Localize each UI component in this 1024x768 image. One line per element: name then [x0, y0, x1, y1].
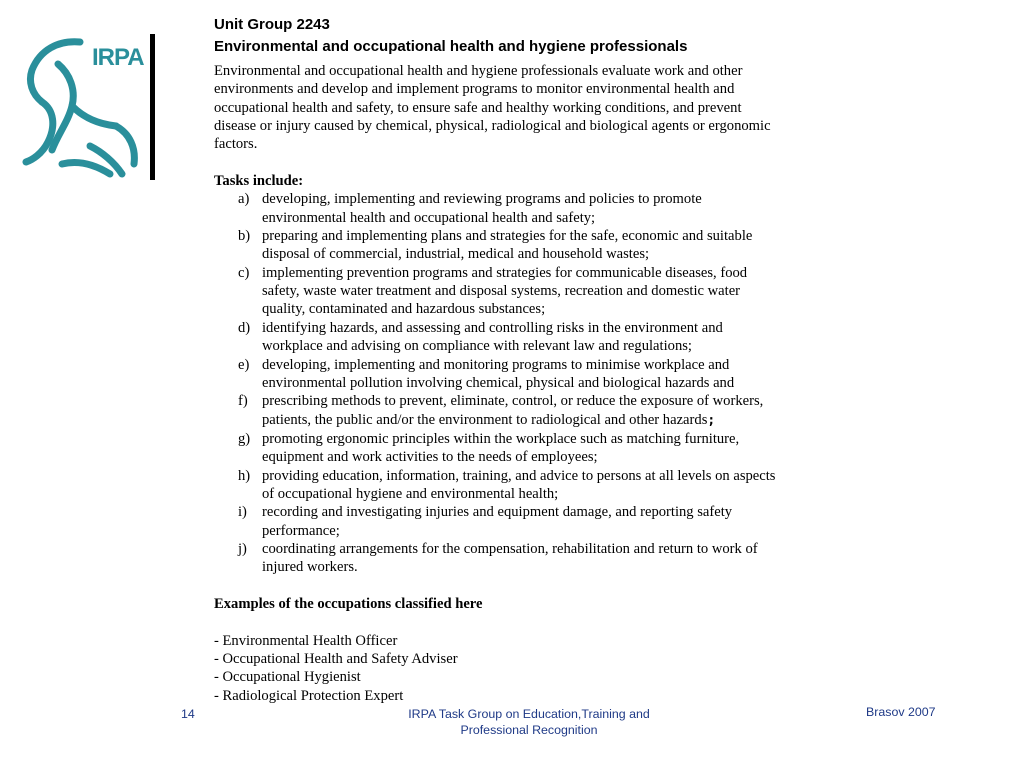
- task-suffix: ;: [707, 412, 716, 428]
- logo-divider: [150, 34, 155, 180]
- task-text: identifying hazards, and assessing and controlling risks in the environment and workplace and advising on compliance with relevant law and regulations;: [262, 319, 723, 355]
- task-item: [214, 264, 784, 319]
- task-item: [214, 190, 784, 227]
- task-item: [214, 540, 784, 577]
- examples-heading: Examples of the occupations classified here: [214, 595, 483, 612]
- task-text: promoting ergonomic principles within the workplace such as matching furniture, equipment and work activities to the needs of employees;: [262, 430, 740, 466]
- task-text: providing education, information, training, and advice to persons at all levels on aspects of occupational hygiene and environmental health;: [262, 467, 776, 502]
- task-text: developing, implementing and monitoring programs to minimise workplace and environmental pollution involving chemical, physical and biological hazards and: [262, 356, 735, 391]
- task-text: prescribing methods to prevent, eliminate, control, or reduce the exposure of workers, patients, the public and/or the environment to radiological and other hazards: [262, 393, 764, 428]
- example-item: - Occupational Health and Safety Adviser: [214, 651, 458, 667]
- footer-organization: [384, 706, 674, 738]
- task-marker: b): [238, 228, 251, 245]
- tasks-list: [214, 190, 784, 576]
- task-item: [214, 467, 784, 504]
- task-marker: g): [238, 430, 251, 447]
- task-item: [214, 227, 784, 264]
- page-title: Environmental and occupational health and hygiene professionals: [214, 38, 688, 55]
- task-marker: f): [238, 393, 248, 410]
- task-marker: c): [238, 264, 250, 281]
- tasks-heading: Tasks include:: [214, 173, 304, 190]
- task-item: [214, 319, 784, 356]
- task-marker: d): [238, 319, 251, 336]
- irpa-logo: [18, 34, 158, 180]
- task-marker: i): [238, 504, 247, 521]
- task-item: [214, 392, 784, 430]
- footer-line-1: IRPA Task Group on Education,Training and: [408, 707, 650, 721]
- task-marker: e): [238, 356, 250, 373]
- footer-line-2: Professional Recognition: [460, 723, 598, 737]
- example-item: - Environmental Health Officer: [214, 632, 398, 649]
- unit-group-heading: Unit Group 2243: [214, 16, 330, 33]
- task-marker: j): [238, 540, 247, 557]
- task-item: [214, 430, 784, 467]
- example-item: - Radiological Protection Expert: [214, 687, 404, 704]
- task-item: [214, 503, 784, 540]
- task-text: developing, implementing and reviewing programs and policies to promote environmental health and occupational health and safety;: [262, 191, 702, 226]
- slide-content: [214, 14, 784, 705]
- task-item: [214, 356, 784, 393]
- example-item: - Occupational Hygienist: [214, 669, 361, 686]
- task-marker: a): [238, 191, 250, 208]
- footer-date: Brasov 2007: [866, 705, 936, 719]
- task-text: coordinating arrangements for the compensation, rehabilitation and return to work of injured workers.: [262, 540, 758, 576]
- task-text: recording and investigating injuries and equipment damage, and reporting safety performance;: [262, 504, 733, 539]
- task-text: implementing prevention programs and strategies for communicable diseases, food safety, waste water treatment and disposal systems, recreation and domestic water quality, contaminated and hazardous substances;: [262, 264, 748, 318]
- irpa-logo-text: IRPA: [92, 44, 144, 71]
- body-text: [214, 62, 784, 705]
- page-number: 14: [181, 707, 195, 721]
- task-text: preparing and implementing plans and strategies for the safe, economic and suitable disposal of commercial, industrial, medical and household wastes;: [262, 228, 753, 263]
- description-paragraph: Environmental and occupational health and hygiene professionals evaluate work and other environments and develop and implement programs to monitor environmental health and occupational health and safety, to ensure safe and healthy working conditions, and prevent disease or injury caused by chemical, physical, radiological and biological agents or ergonomic factors.: [214, 63, 771, 153]
- task-marker: h): [238, 467, 251, 484]
